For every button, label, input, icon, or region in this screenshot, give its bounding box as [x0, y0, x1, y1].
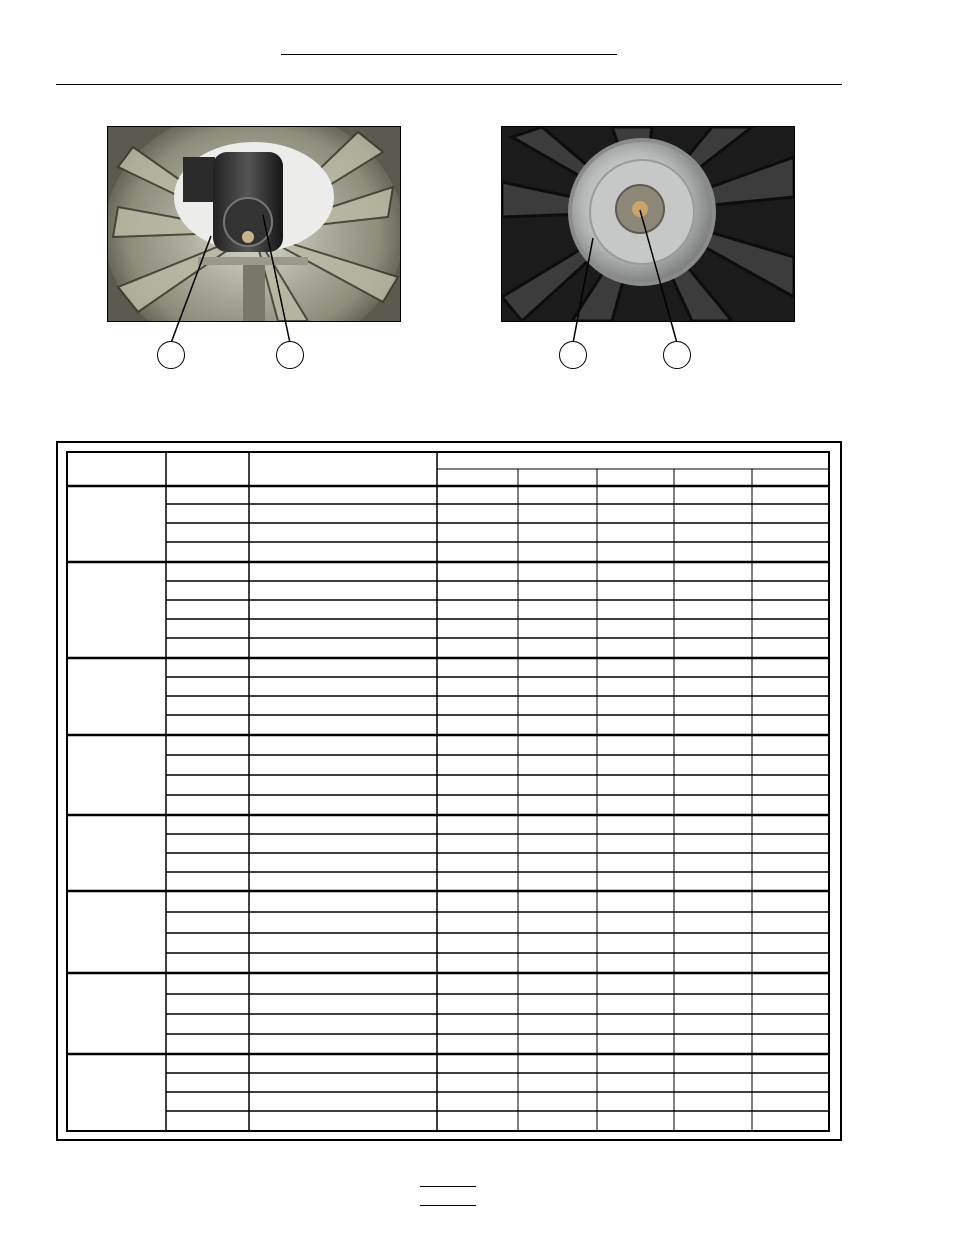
footer-rule-top	[420, 1186, 476, 1187]
footer-rule-bottom	[420, 1205, 476, 1206]
